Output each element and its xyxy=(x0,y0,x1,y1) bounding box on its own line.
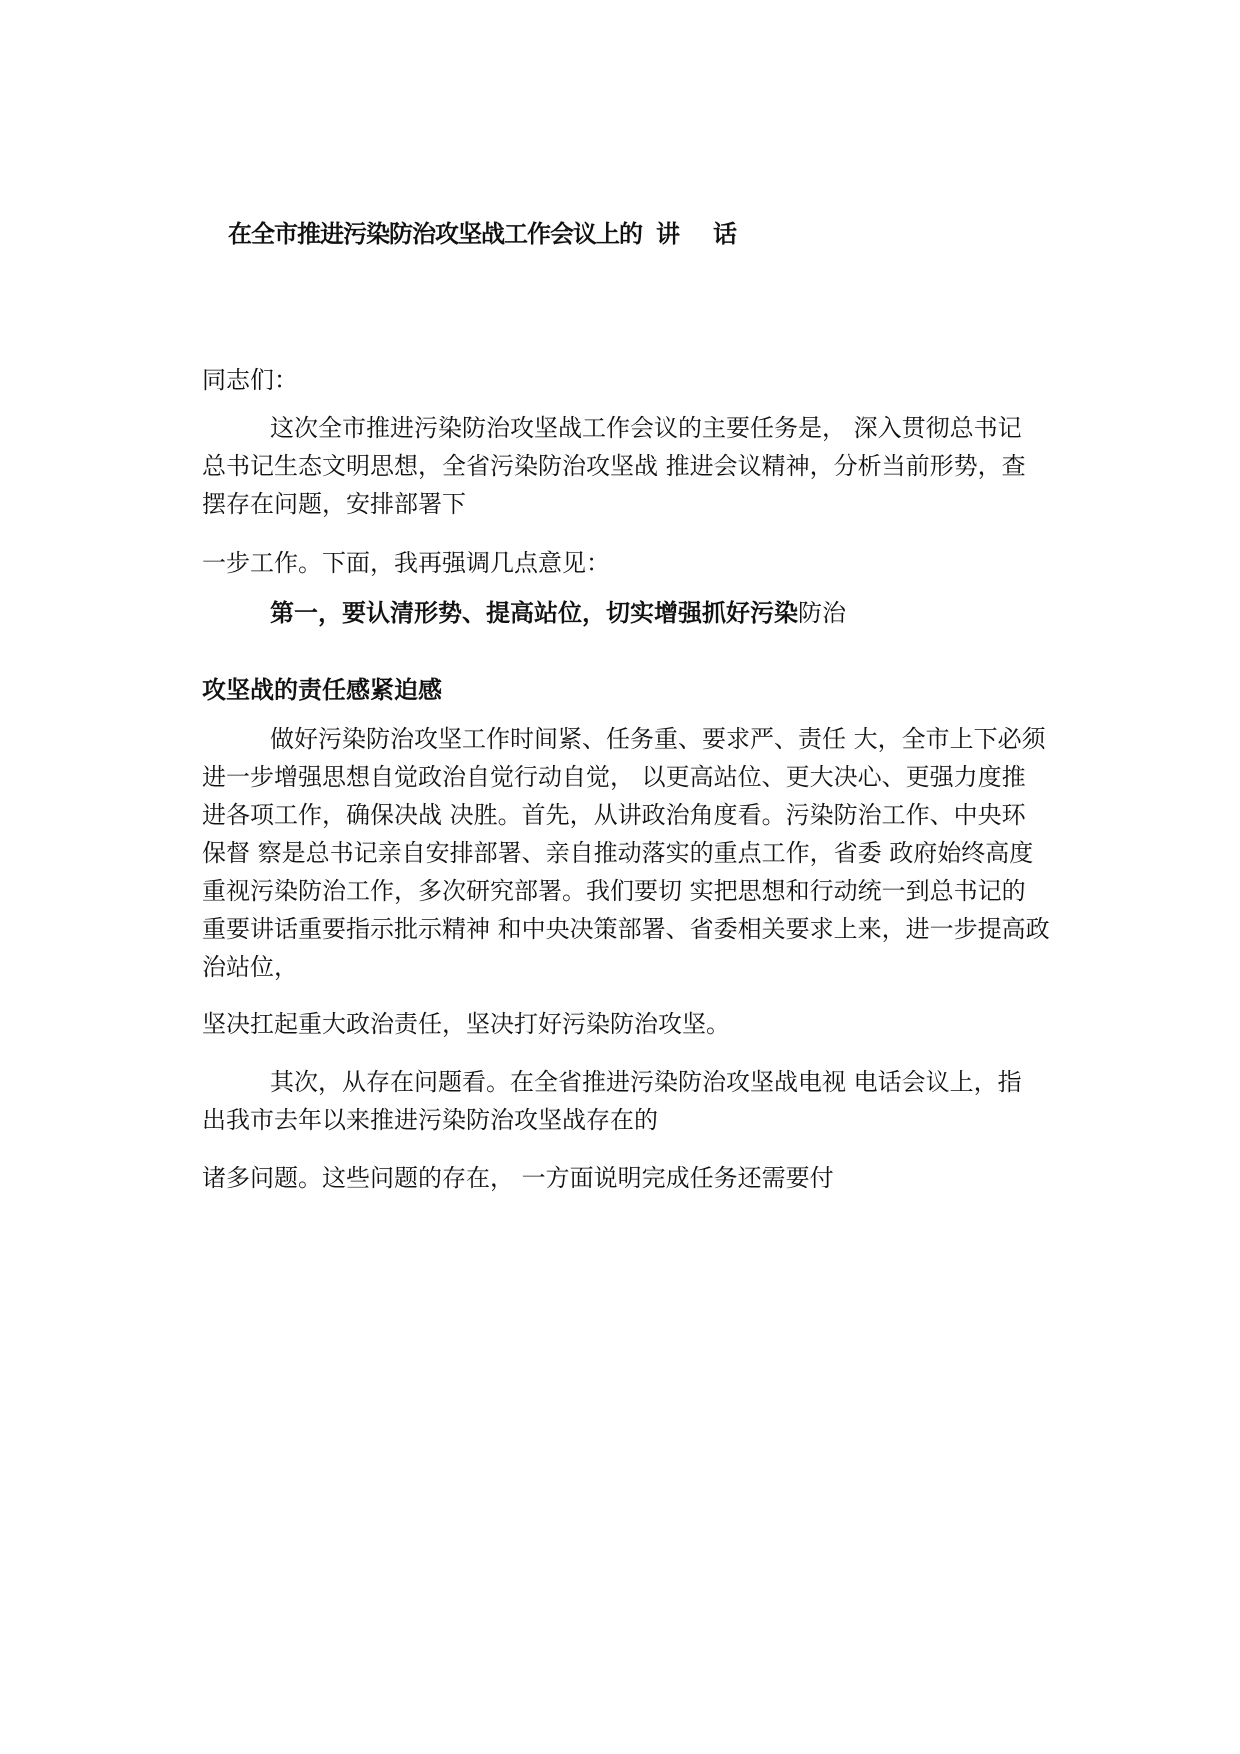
paragraph-line: 其次，从存在问题看。在全省推进污染防治攻坚战电视 电话会议上，指 xyxy=(270,1068,1022,1096)
document-title xyxy=(228,214,736,249)
paragraph-line: 进各项工作，确保决战 决胜。首先，从讲政治角度看。污染防治工作、中央环 xyxy=(202,801,1026,829)
section-heading xyxy=(270,594,846,632)
paragraph-line: 一步工作。下面，我再强调几点意见： xyxy=(202,549,610,577)
salutation: 同志们： xyxy=(202,366,298,394)
paragraph-line: 进一步增强思想自觉政治自觉行动自觉， 以更高站位、更大决心、更强力度推 xyxy=(202,763,1026,791)
paragraph-line: 出我市去年以来推进污染防治攻坚战存在的 xyxy=(202,1106,658,1134)
title-part-1: 讲 xyxy=(656,220,679,248)
section-heading-tail: 防治 xyxy=(798,599,846,627)
paragraph-line: 重视污染防治工作，多次研究部署。我们要切 实把思想和行动统一到总书记的 xyxy=(202,877,1026,905)
paragraph-line: 总书记生态文明思想，全省污染防治攻坚战 推进会议精神，分析当前形势，查 xyxy=(202,452,1026,480)
title-main: 在全市推进污染防治攻坚战工作会议上的 xyxy=(228,220,642,248)
paragraph-line: 这次全市推进污染防治攻坚战工作会议的主要任务是， 深入贯彻总书记 xyxy=(270,414,1022,442)
paragraph-line: 坚决扛起重大政治责任，坚决打好污染防治攻坚。 xyxy=(202,1010,730,1038)
paragraph-line: 保督 察是总书记亲自安排部署、亲自推动落实的重点工作，省委 政府始终高度 xyxy=(202,839,1034,867)
paragraph-line: 诸多问题。这些问题的存在， 一方面说明完成任务还需要付 xyxy=(202,1164,834,1192)
section-heading-bold: 第一，要认清形势、提高站位，切实增强抓好污染 xyxy=(270,599,798,627)
paragraph-line: 做好污染防治攻坚工作时间紧、任务重、要求严、责任 大，全市上下必须 xyxy=(270,725,1046,753)
title-part-2: 话 xyxy=(713,220,736,248)
section-heading-continued: 攻坚战的责任感紧迫感 xyxy=(202,676,442,704)
paragraph-line: 重要讲话重要指示批示精神 和中央决策部署、省委相关要求上来，进一步提高政 xyxy=(202,915,1050,943)
paragraph-line: 摆存在问题，安排部署下 xyxy=(202,490,466,518)
paragraph-line: 治站位， xyxy=(202,953,298,981)
